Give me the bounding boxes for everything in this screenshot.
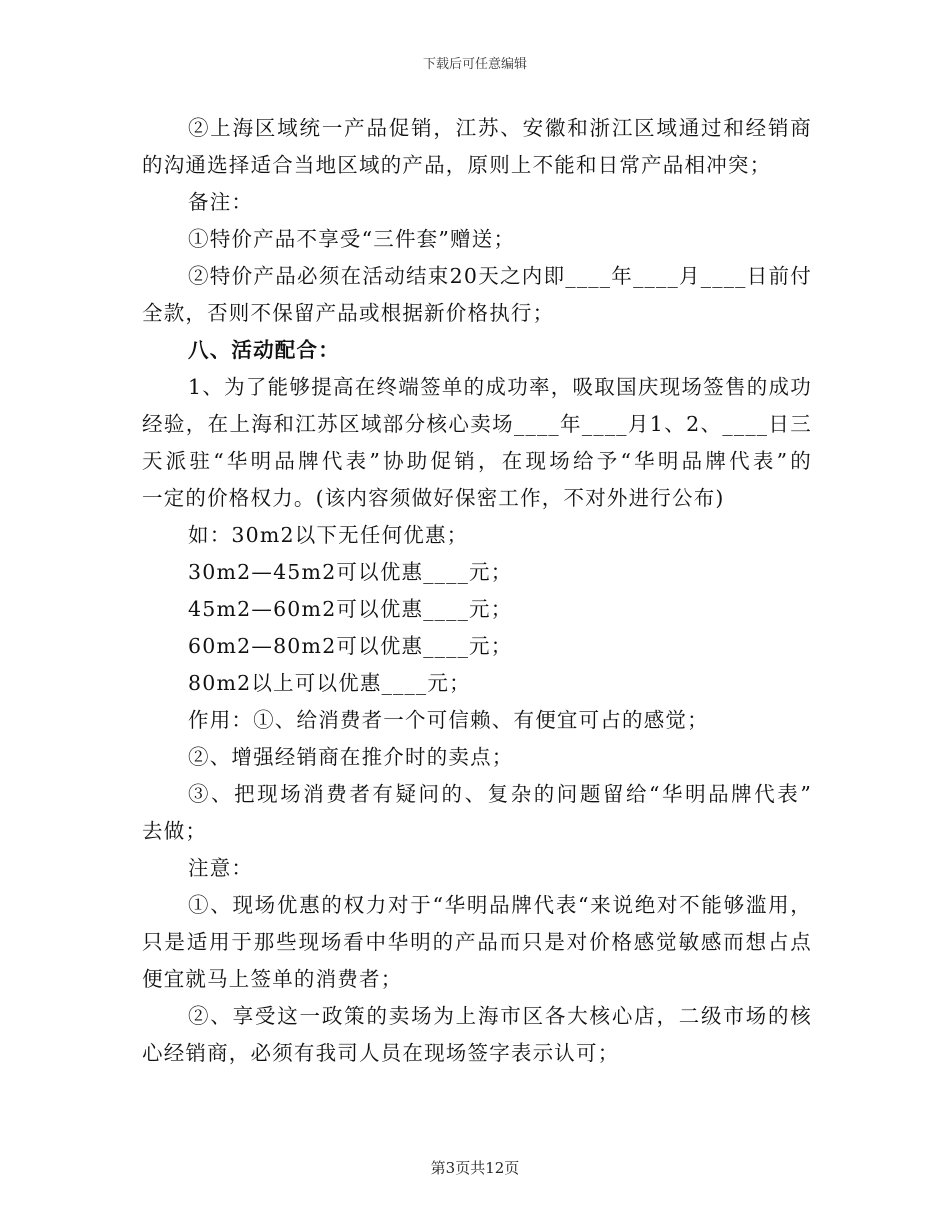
text-line: 经验，在上海和江苏区域部分核心卖场____年____月1、2、____日三 <box>142 412 812 436</box>
text-line: 30m2—45m2可以优惠____元； <box>188 560 513 584</box>
text-line: 注意： <box>188 856 254 880</box>
text-line: 心经销商，必须有我司人员在现场签字表示认可； <box>142 1041 620 1065</box>
document-body <box>142 110 812 1072</box>
text-line: ③、把现场消费者有疑问的、复杂的问题留给“华明品牌代表” <box>188 782 812 806</box>
text-line: 一定的价格权力。(该内容须做好保密工作，不对外进行公布) <box>142 486 725 510</box>
text-line: 全款，否则不保留产品或根据新价格执行； <box>142 301 555 325</box>
text-line: 80m2以上可以优惠____元； <box>188 671 471 695</box>
section-heading: 八、活动配合： <box>188 338 340 362</box>
text-line: 的沟通选择适合当地区域的产品，原则上不能和日常产品相冲突； <box>142 153 772 177</box>
text-line: 如：30m2以下无任何优惠； <box>188 523 469 547</box>
text-line: 便宜就马上签单的消费者； <box>142 967 403 991</box>
text-line: ①特价产品不享受“三件套”赠送； <box>188 227 516 251</box>
text-line: 去做； <box>142 819 208 843</box>
text-line: 天派驻“华明品牌代表”协助促销，在现场给予“华明品牌代表”的 <box>142 449 812 473</box>
text-line: 1、为了能够提高在终端签单的成功率，吸取国庆现场签售的成功 <box>188 375 812 399</box>
text-line: 60m2—80m2可以优惠____元； <box>188 634 513 658</box>
text-line: ②、享受这一政策的卖场为上海市区各大核心店，二级市场的核 <box>188 1004 812 1028</box>
text-line: 作用：①、给消费者一个可信赖、有便宜可占的感觉； <box>188 708 709 732</box>
text-line: 备注： <box>188 190 254 214</box>
text-line: 只是适用于那些现场看中华明的产品而只是对价格感觉敏感而想占点 <box>142 930 812 954</box>
page-header: 下载后可任意编辑 <box>422 57 527 72</box>
text-line: ②上海区域统一产品促销，江苏、安徽和浙江区域通过和经销商 <box>188 116 812 140</box>
page-number: 第3页共12页 <box>430 1159 520 1177</box>
text-line: ②特价产品必须在活动结束20天之内即____年____月____日前付 <box>188 264 812 288</box>
text-line: ①、现场优惠的权力对于“华明品牌代表“来说绝对不能够滥用， <box>188 893 812 917</box>
text-line: 45m2—60m2可以优惠____元； <box>188 597 513 621</box>
text-line: ②、增强经销商在推介时的卖点； <box>188 745 514 769</box>
